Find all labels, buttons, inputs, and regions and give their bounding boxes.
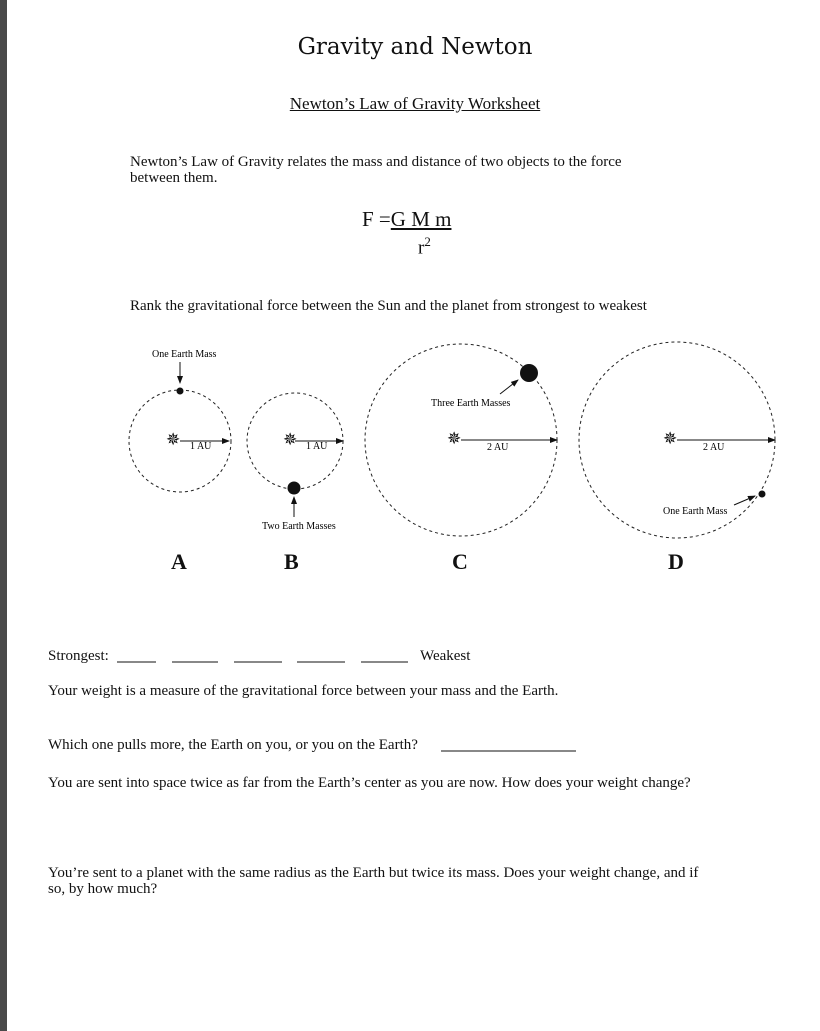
orbit-c (365, 344, 557, 536)
formula-exponent: 2 (424, 234, 431, 249)
distance-label-c: 2 AU (487, 442, 509, 453)
mass-label-c: Three Earth Masses (431, 398, 511, 409)
pointer-c (500, 380, 518, 394)
system-c (365, 344, 557, 536)
question-1: Which one pulls more, the Earth on you, or you on the Earth? (48, 737, 418, 753)
formula-numerator (362, 207, 451, 232)
worksheet-subtitle: Newton’s Law of Gravity Worksheet (289, 94, 541, 113)
strongest-label: Strongest: (48, 648, 109, 664)
mass-label-b: Two Earth Masses (262, 521, 336, 532)
formula-denominator (418, 234, 431, 259)
label-a: A (171, 549, 187, 574)
planet-b (288, 482, 301, 495)
planet-d (759, 491, 766, 498)
orbit-d (579, 342, 775, 538)
distance-label-d: 2 AU (703, 442, 725, 453)
window-edge (0, 0, 7, 1031)
mass-label-a: One Earth Mass (152, 349, 217, 360)
label-d: D (668, 549, 684, 574)
system-b (247, 393, 343, 532)
label-c: C (452, 549, 468, 574)
mass-label-d: One Earth Mass (663, 506, 728, 517)
formula-r: r (418, 237, 425, 259)
question-2: You are sent into space twice as far from the Earth’s center as you are now. How does your weight change? (48, 775, 691, 791)
formula-top: G M m (390, 207, 452, 231)
weight-statement: Your weight is a measure of the gravitational force between your mass and the Earth. (48, 683, 559, 699)
intro-text: Newton’s Law of Gravity relates the mass and distance of two objects to the force between them. (130, 154, 622, 186)
orbit-b (247, 393, 343, 489)
system-d (579, 342, 775, 538)
sun-b: ✵ (283, 430, 298, 449)
distance-label-a: 1 AU (190, 441, 212, 452)
planet-a (177, 388, 184, 395)
question-3: You’re sent to a planet with the same radius as the Earth but twice its mass. Does your weight change, and if so, by how much? (48, 865, 699, 897)
sun-c: ✵ (447, 429, 462, 448)
sun-d: ✵ (663, 429, 678, 448)
orbit-a (129, 390, 231, 492)
sun-a: ✵ (166, 430, 181, 449)
distance-label-b: 1 AU (306, 441, 328, 452)
weakest-label: Weakest (420, 648, 471, 664)
label-b: B (284, 549, 299, 574)
pointer-d (734, 496, 755, 505)
system-a (129, 349, 231, 492)
planet-c (520, 364, 538, 382)
rank-prompt: Rank the gravitational force between the Sun and the planet from strongest to weakest (130, 298, 647, 314)
formula-lhs: F = (362, 207, 391, 231)
page-title: Gravity and Newton (297, 34, 533, 60)
